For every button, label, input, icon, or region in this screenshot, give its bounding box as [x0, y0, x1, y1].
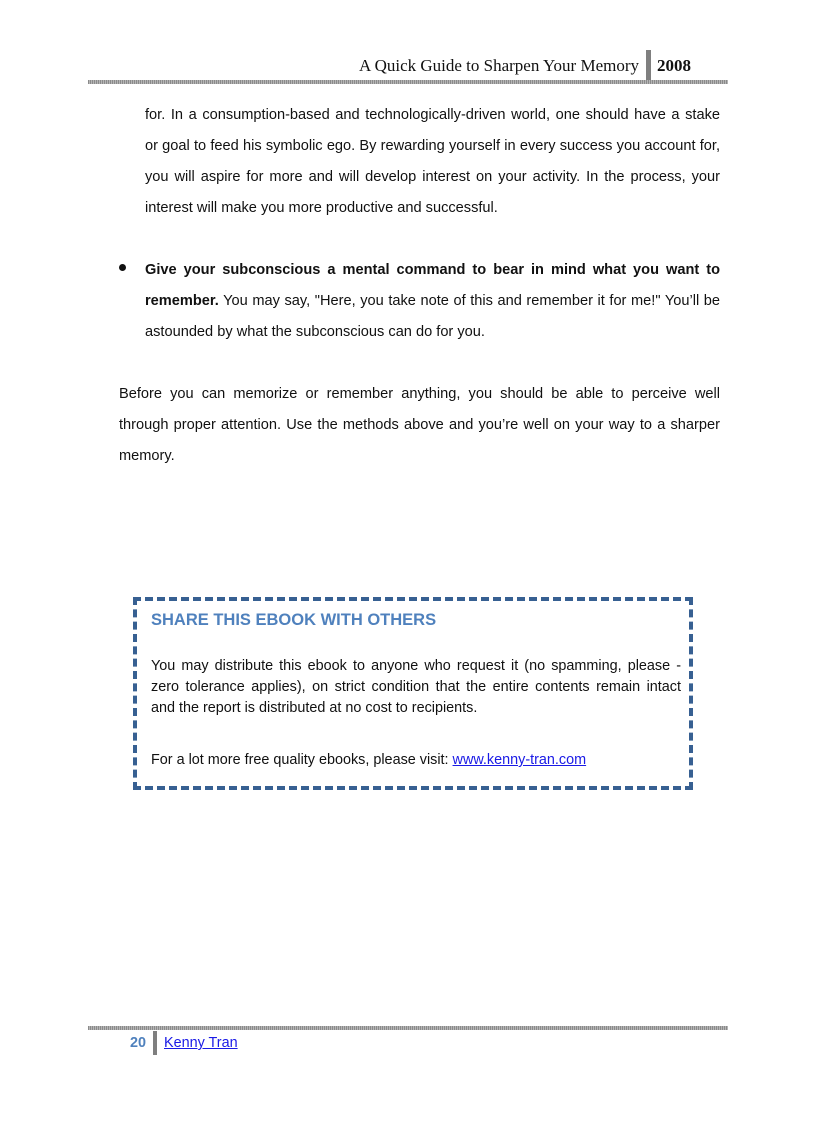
bullet-icon — [119, 264, 126, 271]
page-number: 20 — [130, 1035, 147, 1051]
author-link[interactable]: Kenny Tran — [164, 1035, 238, 1051]
share-box-title: SHARE THIS EBOOK WITH OTHERS — [151, 611, 437, 629]
bullet-item — [145, 255, 720, 348]
footer-separator — [153, 1031, 157, 1055]
website-link[interactable]: www.kenny-tran.com — [452, 752, 587, 768]
document-year: 2008 — [657, 56, 691, 75]
visit-prefix: For a lot more free quality ebooks, please visit: — [151, 752, 453, 768]
document-title: A Quick Guide to Sharpen Your Memory — [358, 56, 639, 75]
share-box-text: You may distribute this ebook to anyone who request it (no spamming, please - zero tolerance applies), on strict condition that the entire contents remain intact and the report is distributed at no cost to recipients. — [151, 658, 681, 716]
bullet-bold-text: Give your subconscious a mental command to bear in mind what you want to remember. — [145, 262, 720, 309]
share-box — [133, 597, 693, 790]
closing-paragraph: Before you can memorize or remember anything, you should be able to perceive well through proper attention. Use the methods above and you’re well on your way to a sharper memory. — [119, 386, 720, 464]
share-box-visit-line — [151, 750, 586, 771]
bullet-rest-text: You may say, "Here, you take note of this and remember it for me!" You’ll be astounded by what the subconscious can do for you. — [145, 293, 720, 340]
page-footer — [88, 1026, 728, 1056]
header-separator — [646, 50, 651, 80]
page-header — [88, 50, 728, 84]
footer-rule — [88, 1026, 728, 1030]
header-rule — [88, 80, 728, 84]
continuation-paragraph: for. In a consumption-based and technologically-driven world, one should have a stake or goal to feed his symbolic ego. By rewarding yourself in every success you account for, you will aspire for more and will develop interest on your activity. In the process, your interest will make you more productive and successful. — [145, 107, 720, 216]
